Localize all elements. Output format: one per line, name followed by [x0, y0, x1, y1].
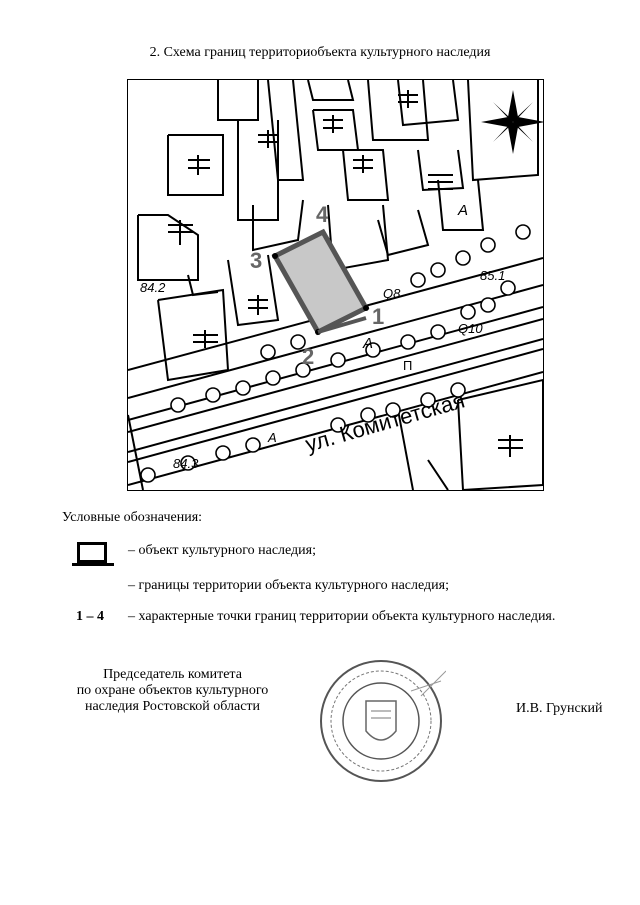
legend-item-points: – характерные точки границ территории объекта культурного наследия.: [128, 609, 556, 624]
point-label-4: 4: [316, 202, 329, 227]
point-label-3: 3: [250, 248, 263, 273]
legend-item-object: – объект культурного наследия;: [128, 543, 316, 558]
elevation-label-0: 84.2: [140, 280, 166, 295]
signatory-title: [60, 667, 285, 715]
signatory-title-line: Председатель комитета: [103, 667, 242, 682]
legend-object-symbol: [77, 542, 107, 563]
legend-boundary-symbol: [72, 563, 114, 566]
marking-q8: Q8: [383, 286, 401, 301]
marking-a-3: A: [268, 430, 277, 445]
signatory-title-line: по охране объектов культурного: [76, 683, 269, 698]
cadastral-map: [127, 79, 544, 491]
street-label: ул. Комитетская: [302, 387, 468, 457]
marking-a-1: A: [363, 335, 374, 352]
legend-heading: Условные обозначения:: [62, 510, 203, 525]
point-label-2: 2: [302, 344, 315, 369]
marking-q10: Q10: [458, 321, 483, 336]
marking-a-2: A: [458, 202, 469, 219]
boundary-point-1-marker: [363, 305, 369, 311]
signatory-name: И.В. Грунский: [516, 701, 603, 716]
marking-p: П: [403, 358, 413, 373]
point-label-1: 1: [372, 304, 385, 329]
elevation-label-1: 84.3: [173, 456, 199, 471]
boundary-point-3-marker: [272, 253, 278, 259]
elevation-label-2: 85.1: [480, 268, 506, 283]
page-title: 2. Схема границ территориобъекта культурного наследия: [149, 45, 491, 60]
legend-item-boundary: – границы территории объекта культурного наследия;: [128, 578, 449, 593]
signatory-title-line: наследия Ростовской области: [84, 699, 261, 714]
legend-points-key: 1 – 4: [76, 609, 104, 624]
official-seal: [316, 656, 446, 791]
